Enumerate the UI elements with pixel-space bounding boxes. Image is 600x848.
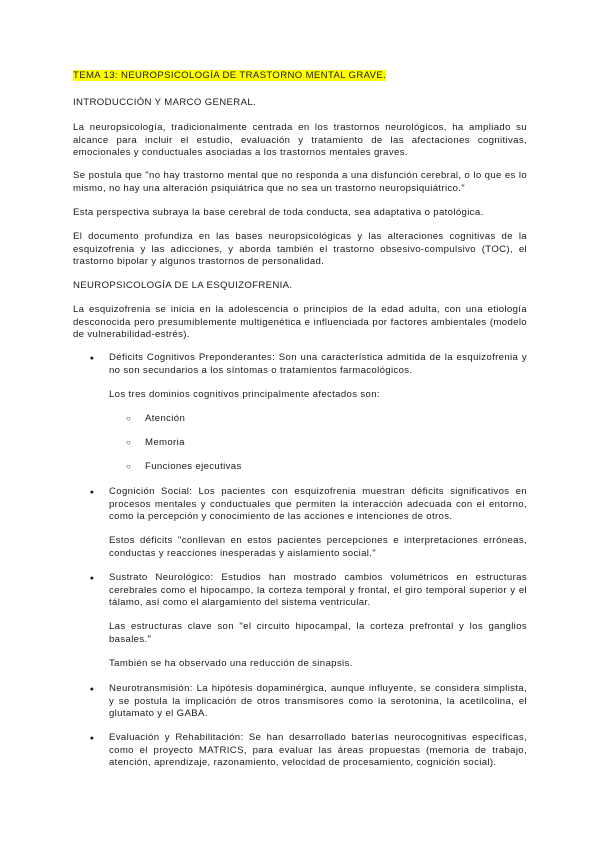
paragraph-intro-2: Se postula que "no hay trastorno mental que no responda a una disfunción cerebral, o lo que es lo mismo, no hay una alteración psiquiátrica que no sea un trastorno neuropsiquiátrico." [73, 170, 527, 194]
bullet-icon: ● [89, 575, 95, 582]
circle-bullet-icon: ○ [126, 462, 132, 471]
section-heading-schizophrenia: NEUROPSICOLOGÍA DE LA ESQUIZOFRENIA. [73, 280, 293, 291]
sub-item-executive-functions: Funciones ejecutivas [145, 461, 242, 472]
list-item-cognitive-deficits: Déficits Cognitivos Preponderantes: Son una característica admitida de la esquizofrenia y no son secundarios a los síntomas o tratamientos farmacológicos. [109, 352, 527, 376]
section-heading-intro: INTRODUCCIÓN Y MARCO GENERAL. [73, 97, 257, 108]
title-highlight: TEMA 13: NEUROPSICOLOGÍA DE TRASTORNO MENTAL GRAVE. [73, 70, 387, 81]
sub-item-attention: Atención [145, 413, 186, 424]
paragraph-intro-1: La neuropsicología, tradicionalmente centrada en los trastornos neurológicos, ha ampliado su alcance para incluir el estudio, evaluación y tratamiento de las afectaciones cognitivas, emocionales y conductuales asociadas a los trastornos mentales graves. [73, 122, 527, 159]
list-item-note: Estos déficits "conllevan en estos pacientes percepciones e interpretaciones erróneas, conductas y reacciones inesperadas y aislamiento social." [109, 535, 527, 559]
list-item-evaluation-rehabilitation: Evaluación y Rehabilitación: Se han desarrollado baterías neurocognitivas específicas, como el proyecto MATRICS, para evaluar las áreas propuestas (memoria de trabajo, atención, aprendizaje, razonamiento, velocidad de procesamiento, cognición social). [109, 732, 527, 769]
list-item-note-synapses: También se ha observado una reducción de sinapsis. [109, 658, 353, 669]
list-item-neurological-substrate: Sustrato Neurológico: Estudios han mostrado cambios volumétricos en estructuras cerebrales como el hipocampo, la corteza temporal y frontal, el giro temporal superior y el tálamo, así como el alargamiento del sistema ventricular. [109, 572, 527, 609]
circle-bullet-icon: ○ [126, 414, 132, 423]
paragraph-intro-4: El documento profundiza en las bases neuropsicológicas y las alteraciones cognitivas de la esquizofrenia y las adicciones, y aborda también el trastorno obsesivo-compulsivo (TOC), el trastorno bipolar y algunos trastornos de personalidad. [73, 231, 527, 268]
document-title [73, 70, 527, 83]
list-item-social-cognition: Cognición Social: Los pacientes con esquizofrenia muestran déficits significativos en procesos mentales y conductuales que permiten la interacción adecuada con el entorno, como la percepción y conocimiento de las acciones e intenciones de otros. [109, 486, 527, 523]
bullet-icon: ● [89, 735, 95, 742]
paragraph-schizophrenia-intro: La esquizofrenia se inicia en la adolescencia o principios de la edad adulta, con una etiología desconocida pero presumiblemente multigenética e influenciada por factores ambientales (modelo de vulnerabilidad-estrés). [73, 304, 527, 341]
list-item-note: Los tres dominios cognitivos principalmente afectados son: [109, 389, 380, 400]
sub-item-memory: Memoria [145, 437, 185, 448]
bullet-icon: ● [89, 686, 95, 693]
circle-bullet-icon: ○ [126, 438, 132, 447]
list-item-note: Las estructuras clave son "el circuito hipocampal, la corteza prefrontal y los ganglios basales." [109, 621, 527, 645]
bullet-icon: ● [89, 355, 95, 362]
list-item-neurotransmission: Neurotransmisión: La hipótesis dopaminérgica, aunque influyente, se considera simplista, y se postula la implicación de otros transmisores como la serotonina, la acetilcolina, el glutamato y el GABA. [109, 683, 527, 720]
bullet-icon: ● [89, 489, 95, 496]
paragraph-intro-3: Esta perspectiva subraya la base cerebral de toda conducta, sea adaptativa o patológica. [73, 207, 484, 218]
